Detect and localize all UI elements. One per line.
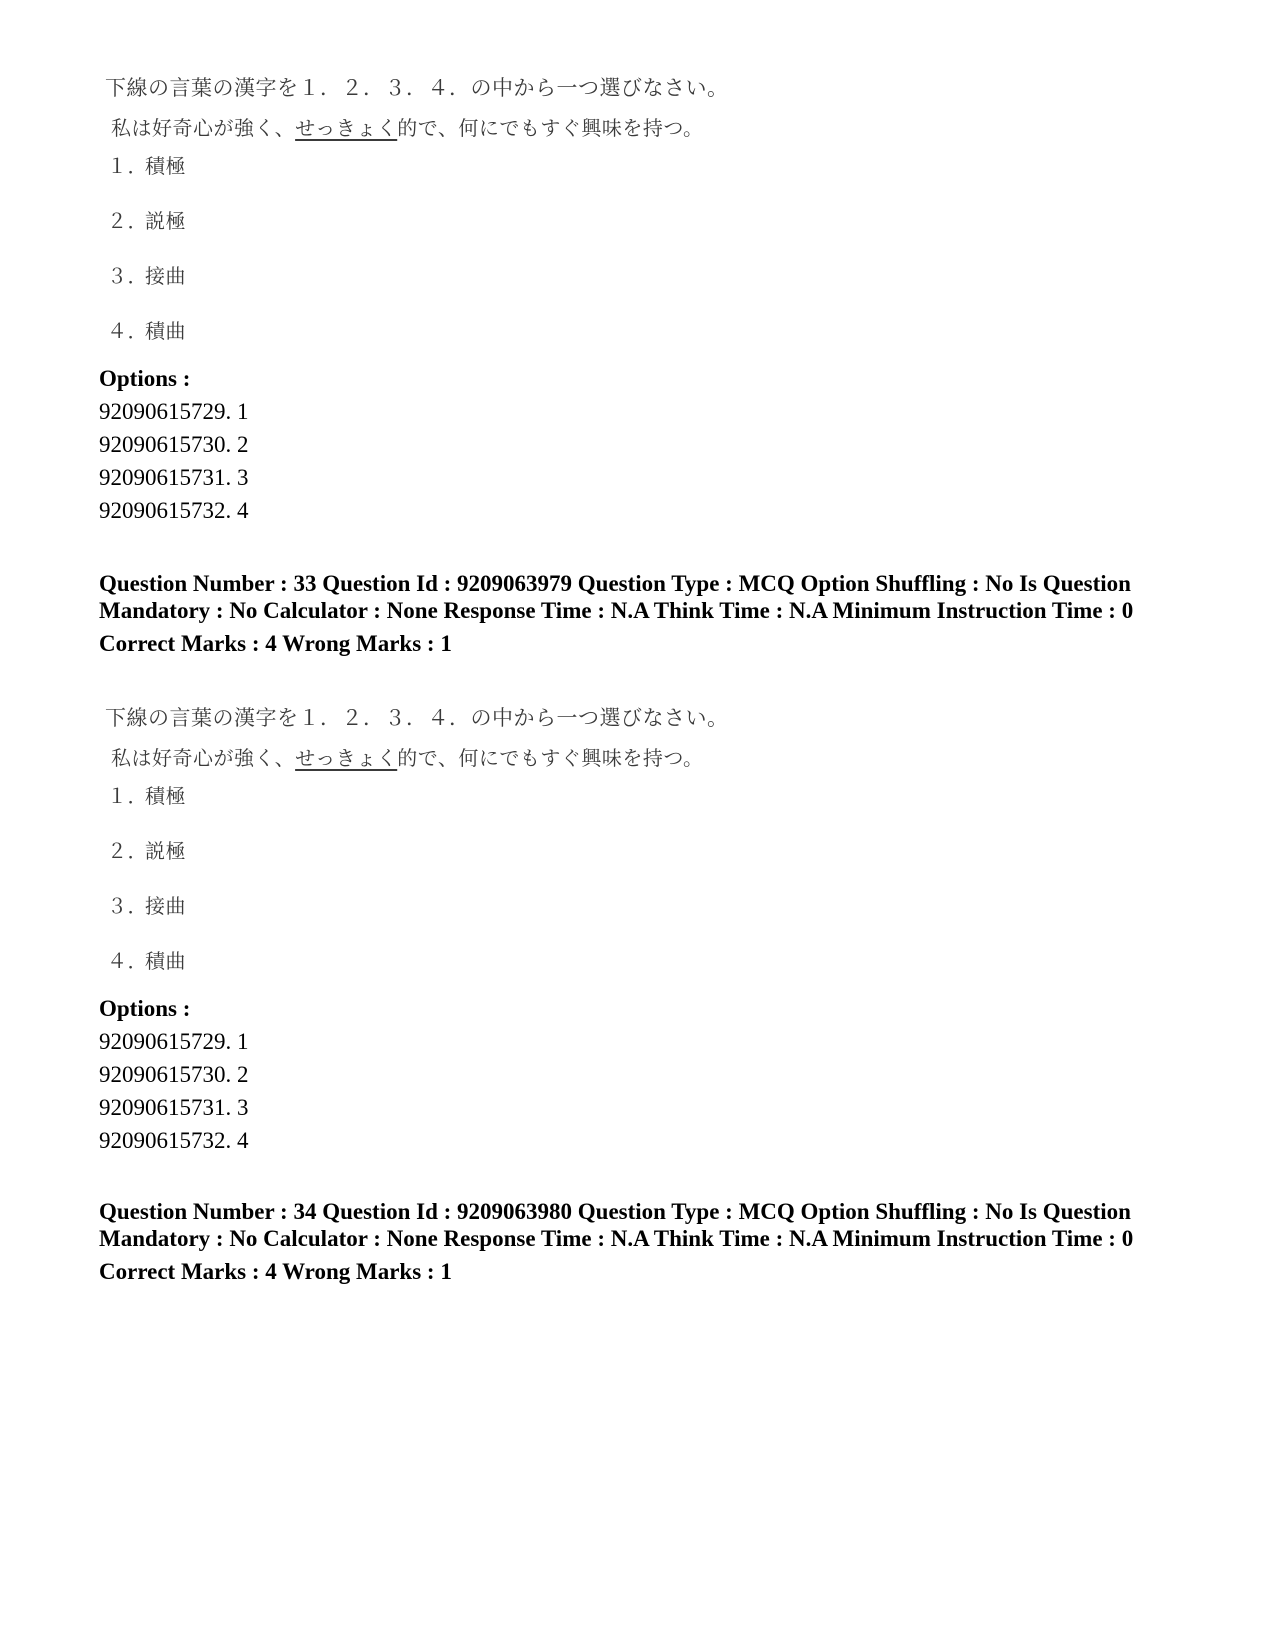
option-item: 92090615731. 3	[99, 465, 249, 490]
choice-item	[107, 150, 186, 179]
choice-item	[107, 945, 186, 974]
sentence-after: 的で、何にでもすぐ興味を持つ。	[397, 746, 704, 770]
question-marks: Correct Marks : 4 Wrong Marks : 1	[99, 631, 452, 656]
choice-text: 説極	[145, 209, 186, 233]
choice-item	[107, 890, 186, 919]
choice-item	[107, 835, 186, 864]
options-list	[99, 992, 249, 1157]
option-item: 92090615731. 3	[99, 1095, 249, 1120]
option-item: 92090615732. 4	[99, 1128, 249, 1153]
options-label: Options :	[99, 996, 191, 1021]
option-item: 92090615730. 2	[99, 432, 249, 457]
question-image	[95, 702, 729, 987]
choice-number: １．	[107, 784, 148, 808]
option-item: 92090615730. 2	[99, 1062, 249, 1087]
choice-item	[107, 780, 186, 809]
choice-text: 説極	[145, 839, 186, 863]
sentence-before: 私は好奇心が強く、	[111, 116, 296, 140]
choice-item	[107, 205, 186, 234]
choice-text: 積曲	[145, 319, 186, 343]
sentence-after: 的で、何にでもすぐ興味を持つ。	[397, 116, 704, 140]
question-sentence	[111, 742, 704, 771]
question-meta-line: Question Number : 33 Question Id : 9209063979 Question Type : MCQ Option Shuffling : No Is Question Mandatory : No Calculator : None Response Time : N.A Think Time : N.A Minimum Instruction Time : 0	[99, 571, 1134, 623]
choice-item	[107, 315, 186, 344]
choice-item	[107, 260, 186, 289]
question-meta-line: Question Number : 34 Question Id : 9209063980 Question Type : MCQ Option Shuffling : No Is Question Mandatory : No Calculator : None Response Time : N.A Think Time : N.A Minimum Instruction Time : 0	[99, 1199, 1134, 1251]
choice-text: 接曲	[145, 894, 186, 918]
question-instruction: 下線の言葉の漢字を１．２．３．４．の中から一つ選びなさい。	[105, 76, 729, 100]
choice-number: ４．	[107, 319, 148, 343]
choice-number: ４．	[107, 949, 148, 973]
choice-text: 積極	[145, 154, 186, 178]
sentence-underlined-word: せっきょく	[295, 116, 398, 140]
option-item: 92090615732. 4	[99, 498, 249, 523]
question-marks: Correct Marks : 4 Wrong Marks : 1	[99, 1259, 452, 1284]
question-instruction: 下線の言葉の漢字を１．２．３．４．の中から一つ選びなさい。	[105, 706, 729, 730]
option-item: 92090615729. 1	[99, 399, 249, 424]
option-item: 92090615729. 1	[99, 1029, 249, 1054]
choice-number: ３．	[107, 264, 148, 288]
options-list	[99, 362, 249, 527]
question-sentence	[111, 112, 704, 141]
choice-number: ２．	[107, 209, 148, 233]
choice-number: ２．	[107, 839, 148, 863]
choice-number: ３．	[107, 894, 148, 918]
question-meta	[99, 1198, 1199, 1285]
choice-text: 積極	[145, 784, 186, 808]
choice-number: １．	[107, 154, 148, 178]
choice-text: 積曲	[145, 949, 186, 973]
sentence-before: 私は好奇心が強く、	[111, 746, 296, 770]
options-label: Options :	[99, 366, 191, 391]
question-image	[95, 72, 729, 357]
question-meta	[99, 570, 1199, 657]
sentence-underlined-word: せっきょく	[295, 746, 398, 770]
choice-text: 接曲	[145, 264, 186, 288]
